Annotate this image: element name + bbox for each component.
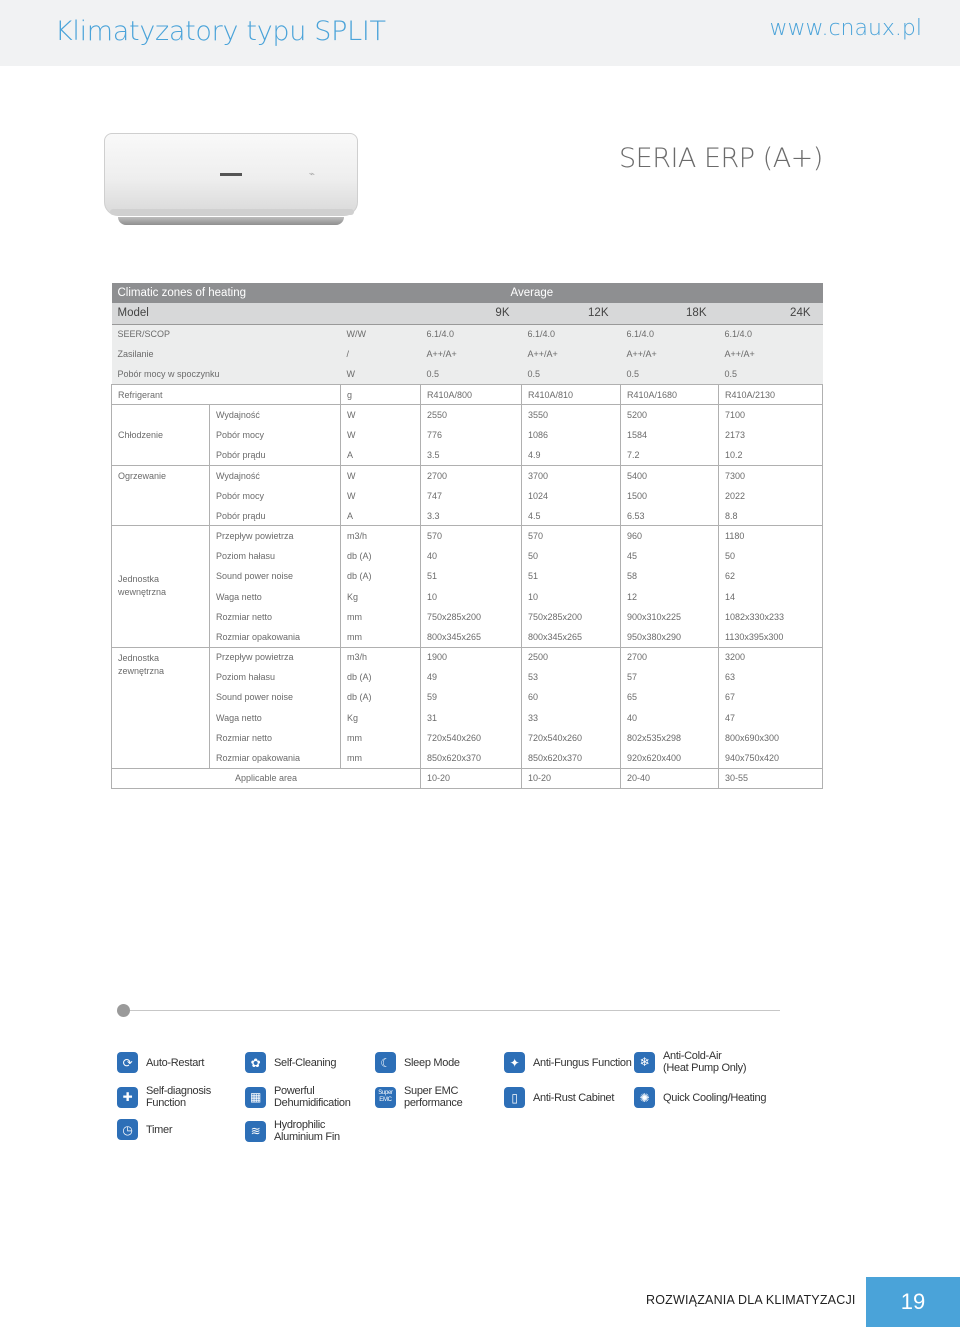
row-value: 920x620x400 — [621, 748, 719, 768]
row-unit: W — [341, 364, 421, 384]
spec-table — [111, 283, 823, 789]
row-value: 6.1/4.0 — [621, 324, 719, 344]
row-value: 45 — [621, 546, 719, 566]
model-header: 18K — [621, 303, 719, 324]
row-unit: m3/h — [341, 647, 421, 667]
section-divider — [124, 1010, 780, 1011]
row-value: 63 — [719, 667, 823, 687]
row-value: 3.3 — [421, 506, 522, 526]
brand-logo — [220, 173, 242, 176]
row-value: 57 — [621, 667, 719, 687]
row-unit: mm — [341, 728, 421, 748]
row-value: 850x620x370 — [421, 748, 522, 768]
row-unit: W — [341, 465, 421, 485]
row-value: 3200 — [719, 647, 823, 667]
feature-anti-rust — [504, 1087, 614, 1108]
row-value: 800x690x300 — [719, 728, 823, 748]
row-value: 10-20 — [421, 768, 522, 788]
group-label-indoor: Jednostka wewnętrzna — [112, 526, 210, 647]
row-value: 3700 — [522, 465, 621, 485]
model-header: 12K — [522, 303, 621, 324]
group-label-heating: Ogrzewanie — [112, 465, 210, 526]
group-label-outdoor: Jednostka zewnętrzna — [112, 647, 210, 768]
row-value: 20-40 — [621, 768, 719, 788]
row-value: 0.5 — [421, 364, 522, 384]
row-value: 59 — [421, 687, 522, 707]
series-title: SERIA ERP (A+) — [619, 143, 823, 174]
row-value: 33 — [522, 708, 621, 728]
super-emc-icon: Super EMC — [375, 1087, 396, 1108]
row-value: 50 — [719, 546, 823, 566]
feature-super-emc — [375, 1085, 462, 1109]
display-icon: ⌁ — [309, 169, 316, 180]
row-value: 747 — [421, 486, 522, 506]
row-value: 750x285x200 — [522, 607, 621, 627]
row-value: 40 — [421, 546, 522, 566]
table-row — [112, 607, 823, 627]
row-value: 49 — [421, 667, 522, 687]
table-row — [112, 748, 823, 768]
row-value: 7300 — [719, 465, 823, 485]
row-value: 2500 — [522, 647, 621, 667]
dehumidification-icon: ▦ — [245, 1087, 266, 1108]
row-label: Pobór mocy — [210, 425, 341, 445]
row-value: 3.5 — [421, 445, 522, 465]
feature-label: Anti-Rust Cabinet — [533, 1091, 615, 1104]
feature-label: Powerful Dehumidification — [274, 1085, 351, 1109]
timer-icon: ◷ — [117, 1119, 138, 1140]
table-row — [112, 586, 823, 606]
row-unit: g — [341, 385, 421, 405]
row-unit: W — [341, 486, 421, 506]
row-unit: mm — [341, 607, 421, 627]
row-label: Zasilanie — [112, 344, 341, 364]
feature-timer — [117, 1119, 172, 1140]
row-value: 2173 — [719, 425, 823, 445]
row-label: Przepływ powietrza — [210, 647, 341, 667]
row-value: 800x345x265 — [522, 627, 621, 647]
row-value: 58 — [621, 566, 719, 586]
table-row — [112, 728, 823, 748]
row-value: 4.5 — [522, 506, 621, 526]
feature-self-cleaning — [245, 1052, 336, 1073]
row-value: 570 — [522, 526, 621, 546]
row-value: 1130x395x300 — [719, 627, 823, 647]
row-label: Pobór prądu — [210, 506, 341, 526]
feature-auto-restart — [117, 1052, 204, 1073]
row-value: 3550 — [522, 405, 621, 425]
feature-label: Hydrophilic Aluminium Fin — [274, 1119, 340, 1143]
row-label: Pobór prądu — [210, 445, 341, 465]
feature-anti-fungus — [504, 1052, 632, 1073]
feature-quick-cooling — [634, 1087, 766, 1108]
table-row — [112, 647, 823, 667]
row-value: 6.1/4.0 — [719, 324, 823, 344]
table-row — [112, 465, 823, 485]
row-unit: m3/h — [341, 526, 421, 546]
row-value: A++/A+ — [522, 344, 621, 364]
climatic-zone-value: Average — [421, 283, 823, 303]
row-value: 62 — [719, 566, 823, 586]
row-value: A++/A+ — [421, 344, 522, 364]
quick-cooling-icon: ✺ — [634, 1087, 655, 1108]
row-label: SEER/SCOP — [112, 324, 341, 344]
row-value: 50 — [522, 546, 621, 566]
row-value: 0.5 — [522, 364, 621, 384]
row-value: 12 — [621, 586, 719, 606]
model-row — [112, 303, 823, 324]
climatic-zone-label: Climatic zones of heating — [112, 283, 421, 303]
self-cleaning-icon: ✿ — [245, 1052, 266, 1073]
feature-label: Timer — [146, 1123, 173, 1136]
hydrophilic-fin-icon: ≋ — [245, 1121, 266, 1142]
air-conditioner-image — [104, 133, 358, 226]
row-value: R410A/800 — [421, 385, 522, 405]
feature-label: Quick Cooling/Heating — [663, 1091, 767, 1104]
row-value: 1082x330x233 — [719, 607, 823, 627]
table-row — [112, 385, 823, 405]
row-unit: W — [341, 405, 421, 425]
anti-fungus-icon: ✦ — [504, 1052, 525, 1073]
row-value: 950x380x290 — [621, 627, 719, 647]
row-label: Waga netto — [210, 708, 341, 728]
table-row — [112, 344, 823, 364]
row-unit: Kg — [341, 708, 421, 728]
row-label: Refrigerant — [112, 385, 341, 405]
row-value: 8.8 — [719, 506, 823, 526]
table-row — [112, 405, 823, 425]
table-row — [112, 546, 823, 566]
row-label: Pobór mocy w spoczynku — [112, 364, 341, 384]
row-value: 2022 — [719, 486, 823, 506]
model-header: 24K — [719, 303, 823, 324]
website-link[interactable]: www.cnaux.pl — [769, 16, 922, 41]
row-unit: db (A) — [341, 687, 421, 707]
row-value: 0.5 — [621, 364, 719, 384]
row-value: 900x310x225 — [621, 607, 719, 627]
row-value: 2700 — [421, 465, 522, 485]
row-value: 1180 — [719, 526, 823, 546]
climatic-zone-row — [112, 283, 823, 303]
page-number: 19 — [866, 1277, 960, 1327]
row-unit: A — [341, 506, 421, 526]
sleep-mode-icon: ☾ — [375, 1052, 396, 1073]
table-row — [112, 445, 823, 465]
table-row — [112, 627, 823, 647]
table-row — [112, 566, 823, 586]
row-value: 10 — [421, 586, 522, 606]
table-row — [112, 364, 823, 384]
table-row — [112, 687, 823, 707]
row-label: Przepływ powietrza — [210, 526, 341, 546]
row-unit: W/W — [341, 324, 421, 344]
feature-dehumidification — [245, 1085, 351, 1109]
row-value: 7100 — [719, 405, 823, 425]
row-label: Pobór mocy — [210, 486, 341, 506]
row-value: 570 — [421, 526, 522, 546]
row-value: 5400 — [621, 465, 719, 485]
row-label: Poziom hałasu — [210, 667, 341, 687]
row-value: 1584 — [621, 425, 719, 445]
feature-label: Sleep Mode — [404, 1056, 460, 1069]
row-value: 1500 — [621, 486, 719, 506]
row-label: Applicable area — [112, 768, 421, 788]
row-value: 4.9 — [522, 445, 621, 465]
row-value: 800x345x265 — [421, 627, 522, 647]
row-value: 53 — [522, 667, 621, 687]
row-value: 7.2 — [621, 445, 719, 465]
feature-label: Anti-Cold-Air (Heat Pump Only) — [663, 1050, 747, 1074]
row-label: Rozmiar netto — [210, 607, 341, 627]
table-row — [112, 486, 823, 506]
row-value: 6.53 — [621, 506, 719, 526]
row-value: 750x285x200 — [421, 607, 522, 627]
row-value: 802x535x298 — [621, 728, 719, 748]
row-value: 5200 — [621, 405, 719, 425]
row-label: Waga netto — [210, 586, 341, 606]
row-value: 60 — [522, 687, 621, 707]
page-title: Klimatyzatory typu SPLIT — [55, 16, 386, 47]
row-value: A++/A+ — [621, 344, 719, 364]
row-unit: db (A) — [341, 566, 421, 586]
row-value: R410A/810 — [522, 385, 621, 405]
row-value: R410A/1680 — [621, 385, 719, 405]
row-value: 720x540x260 — [421, 728, 522, 748]
feature-self-diagnosis — [117, 1085, 211, 1109]
row-value: 6.1/4.0 — [421, 324, 522, 344]
feature-label: Anti-Fungus Function — [533, 1056, 632, 1069]
row-unit: Kg — [341, 586, 421, 606]
row-value: 1086 — [522, 425, 621, 445]
row-value: A++/A+ — [719, 344, 823, 364]
row-value: 6.1/4.0 — [522, 324, 621, 344]
feature-label: Self-diagnosis Function — [146, 1085, 211, 1109]
row-value: 40 — [621, 708, 719, 728]
table-row — [112, 324, 823, 344]
footer-text: ROZWIĄZANIA DLA KLIMATYZACJI — [646, 1293, 856, 1307]
model-header: 9K — [421, 303, 522, 324]
header-bar — [0, 0, 960, 66]
self-diagnosis-icon: ✚ — [117, 1087, 138, 1108]
feature-label: Auto-Restart — [146, 1056, 205, 1069]
row-label: Poziom hałasu — [210, 546, 341, 566]
divider-dot — [117, 1004, 130, 1017]
row-label: Wydajność — [210, 465, 341, 485]
feature-hydrophilic-fin — [245, 1119, 340, 1143]
row-value: 47 — [719, 708, 823, 728]
row-value: 0.5 — [719, 364, 823, 384]
row-value: 10-20 — [522, 768, 621, 788]
row-value: 2550 — [421, 405, 522, 425]
row-label: Wydajność — [210, 405, 341, 425]
row-unit: / — [341, 344, 421, 364]
model-label: Model — [112, 303, 421, 324]
auto-restart-icon: ⟳ — [117, 1052, 138, 1073]
row-value: 2700 — [621, 647, 719, 667]
row-value: 14 — [719, 586, 823, 606]
row-value: 720x540x260 — [522, 728, 621, 748]
group-label-cooling: Chłodzenie — [112, 405, 210, 466]
row-unit: db (A) — [341, 667, 421, 687]
row-value: 67 — [719, 687, 823, 707]
row-unit: mm — [341, 627, 421, 647]
table-row — [112, 768, 823, 788]
row-value: 31 — [421, 708, 522, 728]
row-value: R410A/2130 — [719, 385, 823, 405]
row-label: Rozmiar netto — [210, 728, 341, 748]
row-unit: W — [341, 425, 421, 445]
row-unit: A — [341, 445, 421, 465]
feature-anti-cold-air — [634, 1050, 746, 1074]
row-value: 940x750x420 — [719, 748, 823, 768]
table-row — [112, 506, 823, 526]
row-label: Rozmiar opakowania — [210, 748, 341, 768]
anti-cold-air-icon: ❄ — [634, 1052, 655, 1073]
row-value: 776 — [421, 425, 522, 445]
row-value: 51 — [522, 566, 621, 586]
row-value: 30-55 — [719, 768, 823, 788]
table-row — [112, 667, 823, 687]
row-label: Sound power noise — [210, 687, 341, 707]
row-value: 51 — [421, 566, 522, 586]
table-row — [112, 425, 823, 445]
row-value: 960 — [621, 526, 719, 546]
row-value: 10.2 — [719, 445, 823, 465]
row-label: Sound power noise — [210, 566, 341, 586]
row-label: Rozmiar opakowania — [210, 627, 341, 647]
row-unit: db (A) — [341, 546, 421, 566]
row-value: 65 — [621, 687, 719, 707]
row-value: 10 — [522, 586, 621, 606]
row-value: 1024 — [522, 486, 621, 506]
table-row — [112, 708, 823, 728]
row-value: 850x620x370 — [522, 748, 621, 768]
table-row — [112, 526, 823, 546]
row-unit: mm — [341, 748, 421, 768]
anti-rust-icon: ▯ — [504, 1087, 525, 1108]
feature-label: Super EMC performance — [404, 1085, 463, 1109]
row-value: 1900 — [421, 647, 522, 667]
feature-label: Self-Cleaning — [274, 1056, 337, 1069]
feature-sleep-mode — [375, 1052, 460, 1073]
